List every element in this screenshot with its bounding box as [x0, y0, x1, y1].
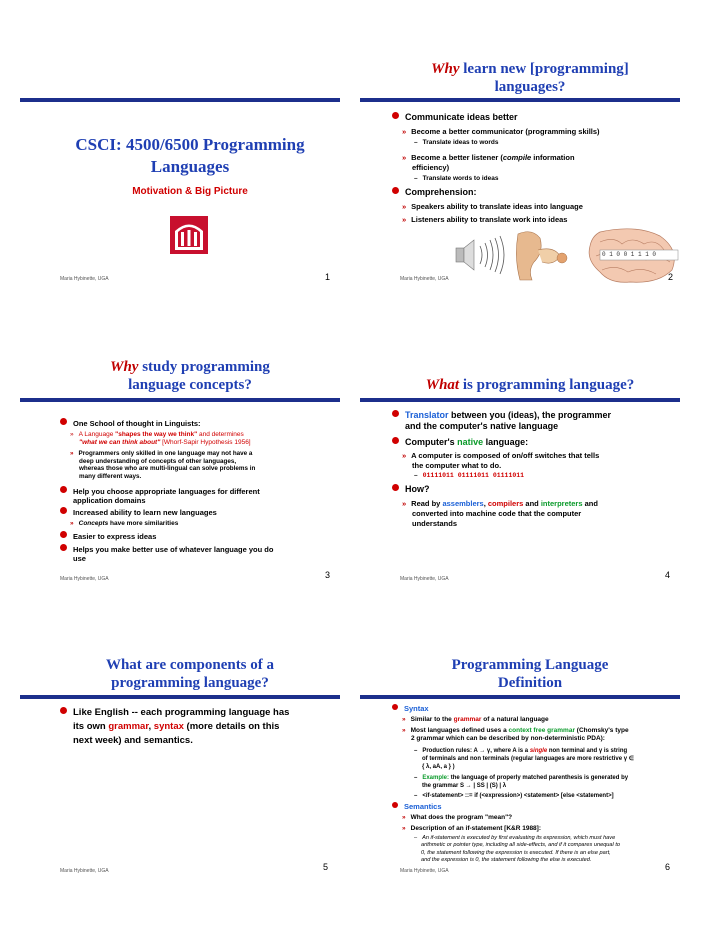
bullet-dot-icon [60, 707, 67, 714]
bullet-dot-icon [392, 484, 399, 491]
slide-title: What are components of a programming language? [105, 657, 275, 691]
binary-label: 0 1 0 0 1 1 1 0 [602, 251, 657, 258]
page-number: 1 [325, 272, 331, 282]
sub-sub-bullet: – Example: the language of properly matched parenthesis is generated by the grammar S → | SS | (S) | λ [414, 775, 629, 789]
sub-bullet-icon: » [402, 499, 407, 508]
bullet: Increased ability to learn new languages [60, 507, 217, 517]
sub-bullet-icon: » [402, 825, 406, 832]
sound-waves-icon [480, 236, 504, 274]
sub-bullet: » Speakers ability to translate ideas into language [402, 202, 583, 211]
bullet: One School of thought in Linguists: [60, 418, 200, 428]
slide-2 [380, 40, 680, 290]
sub-bullet: » Become a better communicator (programming skills) [402, 127, 600, 136]
sub-bullet-icon: » [402, 814, 406, 821]
footer-author: Maria Hybinette, UGA [400, 868, 449, 874]
bullet: Syntax [392, 704, 429, 713]
footer-author: Maria Hybinette, UGA [400, 276, 449, 282]
sub-bullet: » Become a better listener (compile information [402, 153, 575, 162]
page-number: 4 [665, 570, 671, 580]
sub-bullet-icon: » [402, 202, 407, 211]
bullet-dot-icon [60, 544, 67, 551]
sub-sub-bullet: – Translate words to ideas [414, 175, 499, 182]
slide-title: CSCI: 4500/6500 Programming Languages [75, 135, 305, 176]
sub-bullet-icon: » [70, 431, 74, 438]
title-rule [360, 398, 680, 402]
bullet: Communicate ideas better [392, 112, 518, 122]
slide-title: Why study programming language concepts? [110, 359, 270, 393]
bullet-dot-icon [392, 437, 399, 444]
bullet-dot-icon [60, 507, 67, 514]
title-rule [20, 695, 340, 699]
bullet: Help you choose appropriate languages for different application domains [60, 486, 260, 505]
footer-author: Maria Hybinette, UGA [60, 276, 109, 282]
bullet: How? [392, 484, 430, 494]
title-rule [360, 695, 680, 699]
sub-bullet: » Listeners ability to translate work into ideas [402, 215, 568, 224]
sub-bullet: » What does the program "mean"? [402, 814, 513, 821]
footer-author: Maria Hybinette, UGA [60, 576, 109, 582]
sub-bullet-icon: » [402, 215, 407, 224]
slide-title: Programming Language Definition [451, 657, 609, 691]
page-number: 5 [323, 862, 329, 872]
bullet: Comprehension: [392, 187, 477, 197]
slide-1 [40, 40, 340, 290]
slide-3 [40, 350, 340, 600]
sub-sub-bullet: – 01111011 01111011 01111011 [414, 472, 525, 479]
title-rule [20, 398, 340, 402]
sub-bullet-icon: » [402, 727, 406, 734]
sub-bullet: » A computer is composed of on/off switches that tells the computer what to do. [402, 451, 600, 470]
footer-author: Maria Hybinette, UGA [400, 576, 449, 582]
bullet-dot-icon [392, 802, 398, 808]
sub-bullet-icon: » [70, 450, 74, 457]
sub-bullet: » Read by assemblers, compilers and interpreters and converted into machine code that the computer understands [402, 499, 598, 528]
slide-title: Why learn new [programming] languages? [431, 61, 629, 95]
title-rule [20, 98, 340, 102]
bullet: Easier to express ideas [60, 531, 156, 541]
bullet-dot-icon [392, 187, 399, 194]
sub-bullet-icon: » [70, 520, 74, 527]
bullet: Computer's native language: [392, 437, 528, 447]
bullet-dot-icon [60, 531, 67, 538]
sub-sub-bullet: – Production rules: A → γ, where A is a single non terminal and γ is string of terminals and non terminals (regular languages are more restrictive γ ∈ { λ, aA, a } ) [414, 748, 634, 770]
uga-arch-logo [170, 216, 208, 254]
footer-author: Maria Hybinette, UGA [60, 868, 109, 874]
ear-icon [516, 232, 567, 280]
sub-bullet: » Concepts have more similarities [70, 520, 179, 527]
sub-bullet: » Description of an if-statement [K&R 1988]: [402, 825, 542, 832]
bullet-dot-icon [60, 418, 67, 425]
hearing-illustration [450, 228, 680, 286]
page-number: 2 [668, 272, 674, 282]
sub-bullet: » Most languages defined uses a context free grammar (Chomsky's type 2 grammar which can be described by non-deterministic PDA): [402, 727, 629, 742]
semantics-description: – An if-statement is executed by first evaluating its expression, which must have arithmetic or pointer type, including all side-effects, and if it compares unequal to 0, the statement following the expression is executed. If there is an else part, and the expression is 0, the statement following the else is executed. [414, 835, 620, 863]
sub-bullet-icon: » [402, 451, 407, 460]
slide-6 [380, 650, 680, 900]
page-number: 3 [325, 570, 331, 580]
slide-5 [40, 650, 340, 900]
speaker-icon [456, 240, 474, 270]
sub-bullet-icon: » [402, 716, 406, 723]
sub-sub-bullet: – Translate ideas to words [414, 139, 499, 146]
sub-bullet: » Programmers only skilled in one language may not have a deep understanding of concepts of other languages, whereas those who are multi-lingual can solve problems in many different ways. [70, 450, 256, 480]
sub-bullet-cont: efficiency) [412, 163, 450, 172]
slide-4 [380, 350, 680, 600]
slide-subtitle: Motivation & Big Picture [132, 186, 248, 197]
sub-sub-bullet: – <if-statement> ::= if (<expression>) <statement> [else <statement>] [414, 793, 614, 799]
bullet: Semantics [392, 802, 442, 811]
sub-bullet: » Similar to the grammar of a natural language [402, 716, 549, 723]
bullet: Helps you make better use of whatever language you do use [60, 544, 273, 563]
sub-bullet-icon: » [402, 153, 407, 162]
slide-title: What is programming language? [425, 377, 635, 393]
page-number: 6 [665, 862, 671, 872]
bullet-dot-icon [60, 486, 67, 493]
title-rule [360, 98, 680, 102]
sub-bullet: » A Language "shapes the way we think" and determines "what we can think about" [Whorf-Sapir Hypothesis 1956] [70, 431, 251, 446]
sub-bullet-icon: » [402, 127, 407, 136]
bullet: Translator between you (ideas), the programmer and the computer's native language [392, 410, 611, 432]
bullet-dot-icon [392, 112, 399, 119]
bullet: Like English -- each programming language has its own grammar, syntax (more details on this next week) and semantics. [60, 706, 289, 748]
bullet-dot-icon [392, 410, 399, 417]
bullet-dot-icon [392, 704, 398, 710]
